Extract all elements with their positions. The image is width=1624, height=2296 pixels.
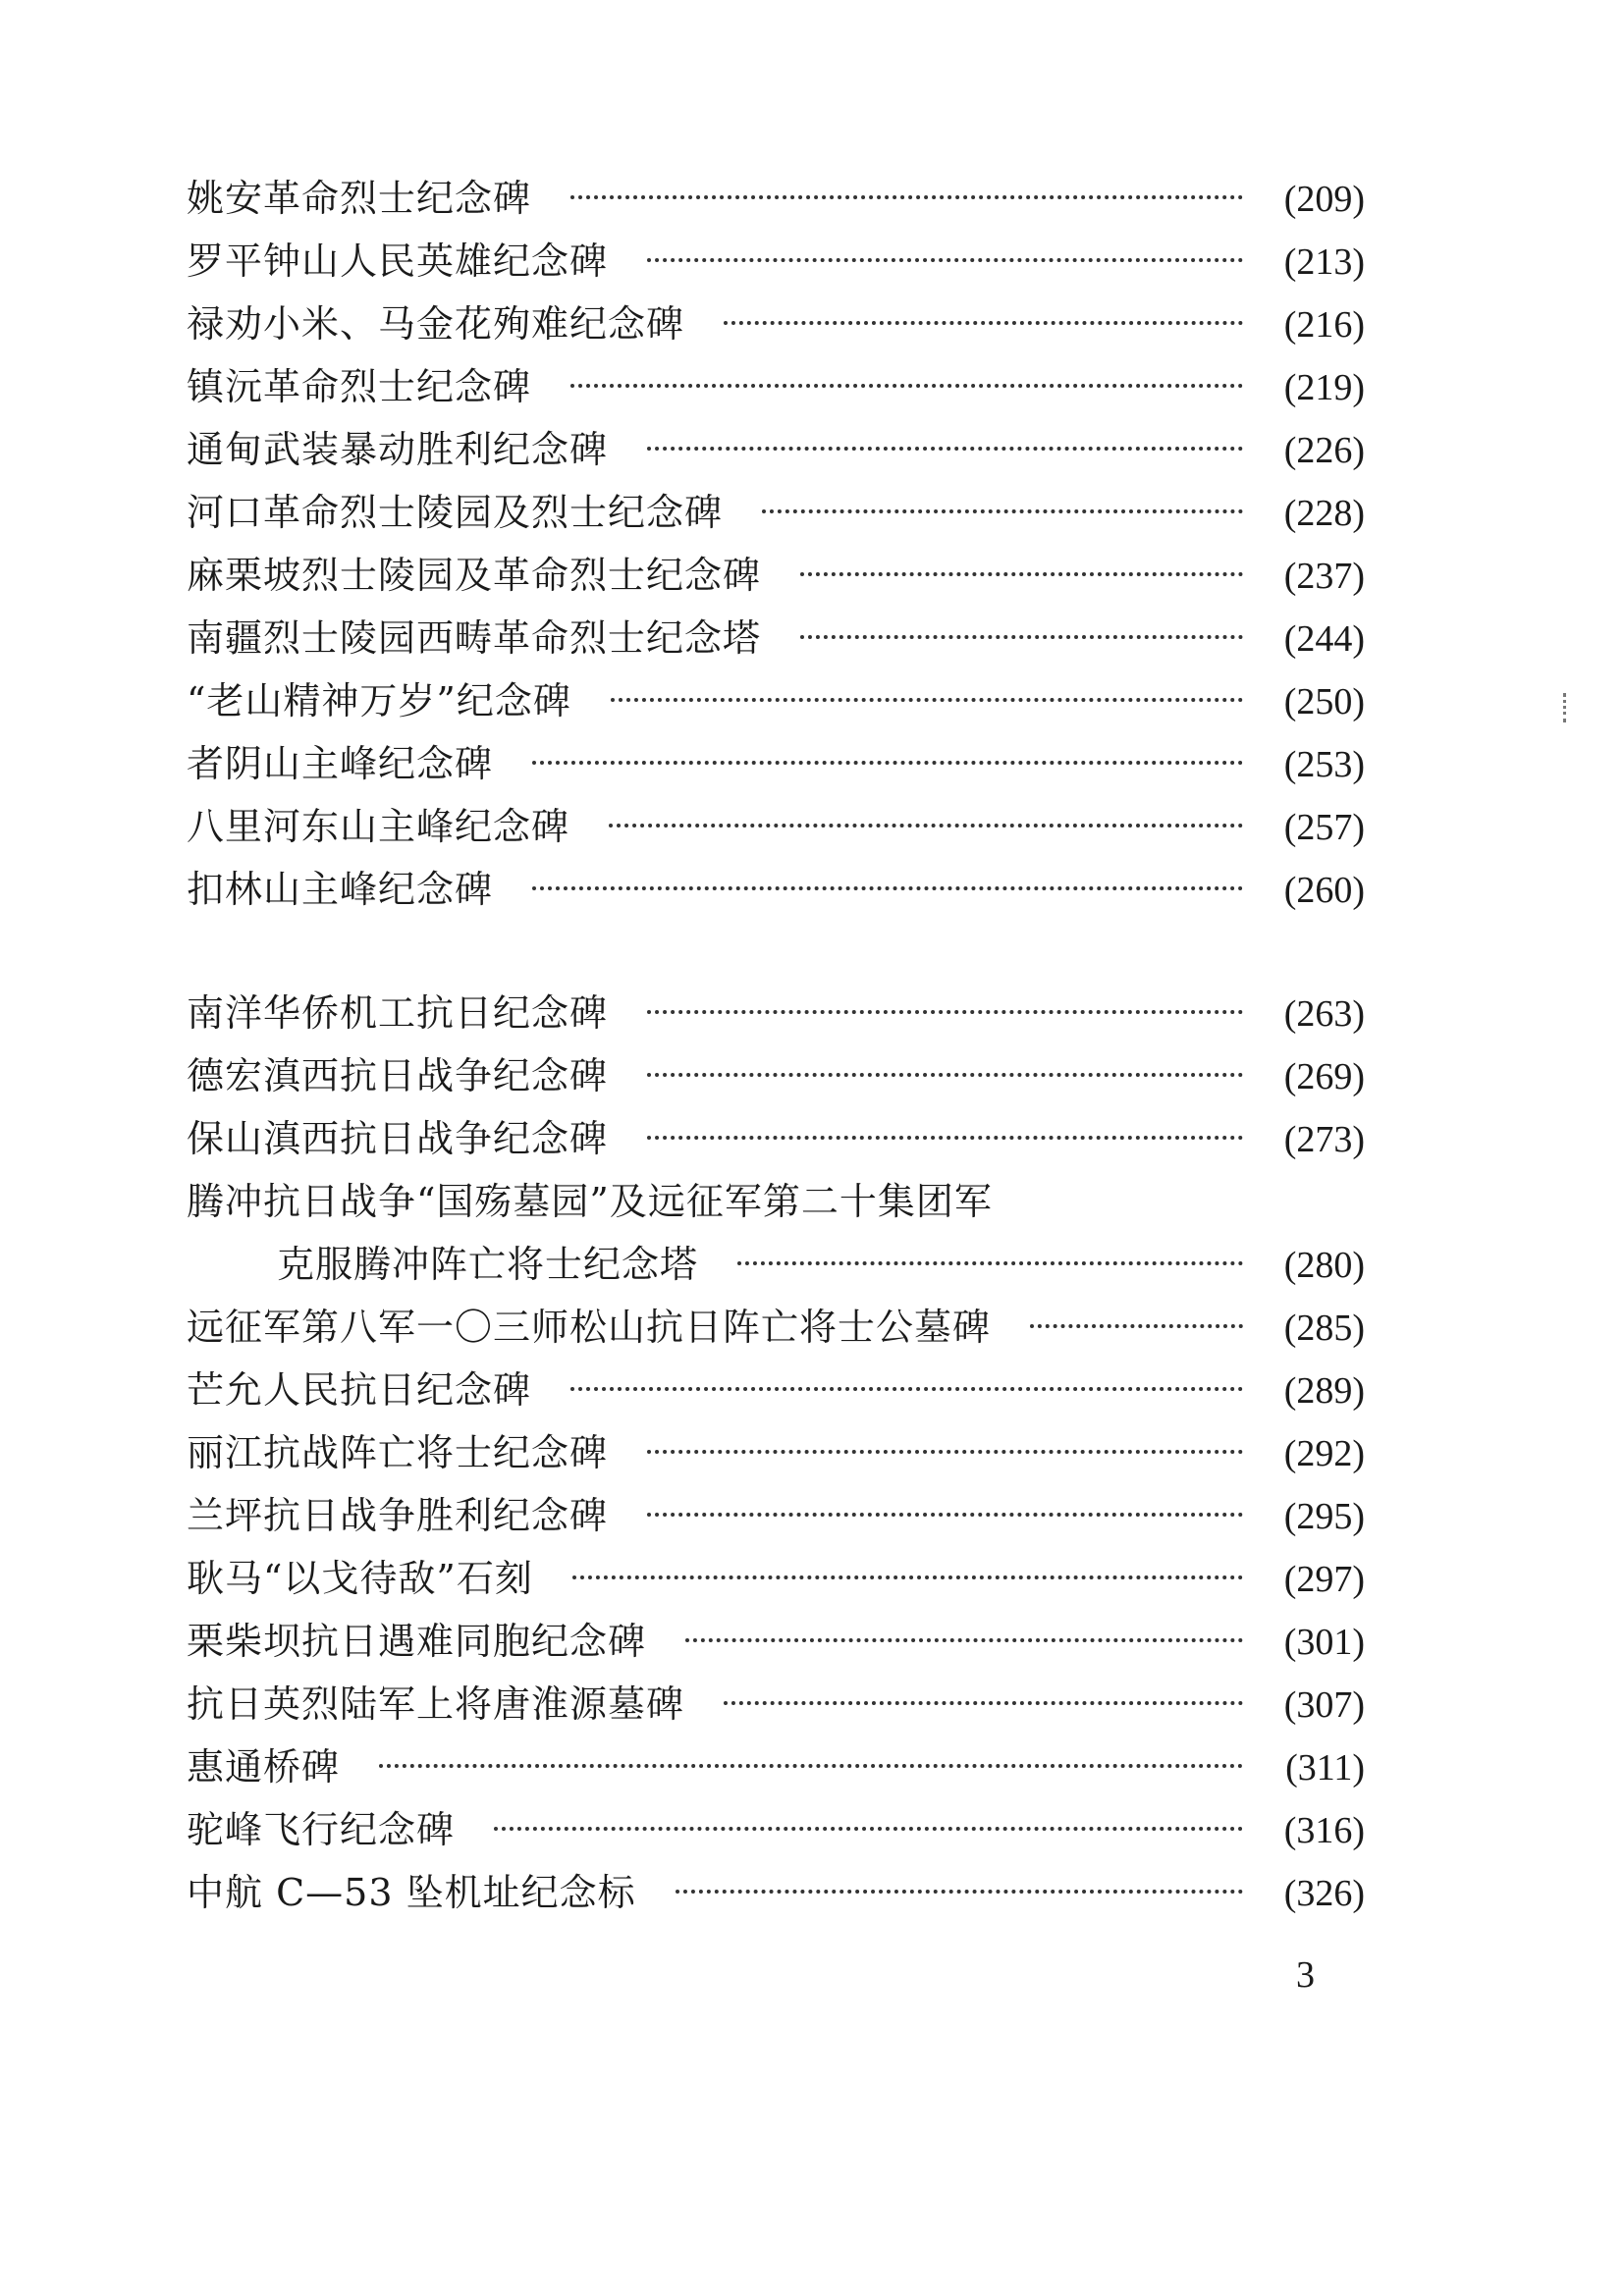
toc-entry-title: 驼峰飞行纪念碑 xyxy=(187,1808,456,1851)
toc-entry-title: 保山滇西抗日战争纪念碑 xyxy=(187,1117,609,1160)
dot-leader xyxy=(572,1575,1243,1579)
toc-entry-page: (295) xyxy=(1283,1496,1365,1537)
dot-leader xyxy=(800,572,1243,576)
margin-scan-mark xyxy=(1563,693,1570,722)
dot-leader xyxy=(647,1073,1243,1077)
toc-entry xyxy=(187,544,1365,607)
dot-leader xyxy=(532,761,1243,765)
toc-entry-title: 姚安革命烈士纪念碑 xyxy=(187,177,532,220)
toc-entry-page: (280) xyxy=(1283,1245,1365,1286)
toc-entry xyxy=(187,1484,1365,1547)
toc-entry-title: 远征军第八军一〇三师松山抗日阵亡将士公墓碑 xyxy=(187,1306,992,1349)
toc-entry-title: 南洋华侨机工抗日纪念碑 xyxy=(187,991,609,1035)
toc-entry xyxy=(187,732,1365,795)
toc-entry-title: 中航 C—53 坠机址纪念标 xyxy=(187,1871,636,1914)
dot-leader xyxy=(737,1261,1243,1265)
toc-entry-page: (228) xyxy=(1283,493,1365,534)
toc-entry xyxy=(187,1861,1365,1924)
toc-entry-title: 镇沅革命烈士纪念碑 xyxy=(187,365,532,408)
dot-leader xyxy=(647,1136,1243,1140)
toc-entry xyxy=(187,481,1365,544)
toc-entry-title: 丽江抗战阵亡将士纪念碑 xyxy=(187,1431,609,1474)
dot-leader xyxy=(647,447,1243,451)
toc-entry-title: “老山精神万岁”纪念碑 xyxy=(187,679,571,722)
toc-entry-page: (311) xyxy=(1285,1747,1365,1789)
dot-leader xyxy=(676,1890,1243,1894)
toc-entry-title: 兰坪抗日战争胜利纪念碑 xyxy=(187,1494,609,1537)
toc-entry-page: (285) xyxy=(1283,1308,1365,1349)
toc-entry xyxy=(187,293,1365,355)
toc-entry-page: (216) xyxy=(1283,304,1365,346)
dot-leader xyxy=(609,824,1243,828)
dot-leader xyxy=(494,1827,1243,1831)
dot-leader xyxy=(1030,1324,1243,1328)
toc-entry-page: (269) xyxy=(1283,1056,1365,1097)
toc-entry-page: (263) xyxy=(1283,993,1365,1035)
toc-section-a xyxy=(187,167,1365,921)
dot-leader xyxy=(685,1638,1243,1642)
toc-entry xyxy=(187,982,1365,1044)
toc-entry-page: (250) xyxy=(1283,681,1365,722)
toc-entry-title: 芒允人民抗日纪念碑 xyxy=(187,1368,532,1412)
toc-entry xyxy=(187,1421,1365,1484)
toc-entry xyxy=(187,1735,1365,1798)
toc-entry-page: (301) xyxy=(1283,1622,1365,1663)
dot-leader xyxy=(379,1764,1243,1768)
toc-entry-title: 抗日英烈陆军上将唐淮源墓碑 xyxy=(187,1682,685,1726)
toc-entry xyxy=(187,1673,1365,1735)
dot-leader xyxy=(647,1513,1243,1517)
toc-entry-page: (219) xyxy=(1283,367,1365,408)
toc-entry xyxy=(187,1170,1365,1233)
toc-entry-page: (257) xyxy=(1283,807,1365,848)
toc-entry xyxy=(187,1798,1365,1861)
toc-entry xyxy=(187,1610,1365,1673)
toc-entry-page: (326) xyxy=(1283,1873,1365,1914)
dot-leader xyxy=(800,635,1243,639)
dot-leader xyxy=(724,321,1243,325)
toc-entry-page: (316) xyxy=(1283,1810,1365,1851)
toc-entry xyxy=(187,418,1365,481)
toc-entry xyxy=(187,167,1365,230)
toc-entry-page: (226) xyxy=(1283,430,1365,471)
toc-entry-page: (273) xyxy=(1283,1119,1365,1160)
toc-entry xyxy=(187,607,1365,669)
dot-leader xyxy=(647,258,1243,262)
toc-entry-page: (297) xyxy=(1283,1559,1365,1600)
toc-entry-title: 者阴山主峰纪念碑 xyxy=(187,742,494,785)
toc-entry-title: 河口革命烈士陵园及烈士纪念碑 xyxy=(187,491,724,534)
toc-entry-page: (289) xyxy=(1283,1370,1365,1412)
toc-entry-page: (209) xyxy=(1283,179,1365,220)
toc-entry-title: 德宏滇西抗日战争纪念碑 xyxy=(187,1054,609,1097)
dot-leader xyxy=(532,886,1243,890)
toc-entry-page: (307) xyxy=(1283,1684,1365,1726)
toc-entry-title: 南疆烈士陵园西畴革命烈士纪念塔 xyxy=(187,616,762,660)
toc-section-b xyxy=(187,982,1365,1924)
dot-leader xyxy=(570,1387,1243,1391)
toc-entry xyxy=(187,1547,1365,1610)
toc-entry-page: (213) xyxy=(1283,241,1365,283)
toc-entry-title: 腾冲抗日战争“国殇墓园”及远征军第二十集团军 xyxy=(187,1180,993,1223)
toc-entry-page: (260) xyxy=(1283,870,1365,911)
toc-entry-title: 麻栗坡烈士陵园及革命烈士纪念碑 xyxy=(187,554,762,597)
toc-entry xyxy=(187,1296,1365,1359)
dot-leader xyxy=(724,1701,1243,1705)
toc-entry-title: 耿马“以戈待敌”石刻 xyxy=(187,1557,533,1600)
toc-entry-page: (237) xyxy=(1283,556,1365,597)
dot-leader xyxy=(570,384,1243,388)
dot-leader xyxy=(762,509,1243,513)
toc-entry xyxy=(187,669,1365,732)
dot-leader xyxy=(611,698,1243,702)
toc-entry-title: 惠通桥碑 xyxy=(187,1745,341,1789)
toc-entry-title: 八里河东山主峰纪念碑 xyxy=(187,805,570,848)
toc-entry-title: 罗平钟山人民英雄纪念碑 xyxy=(187,240,609,283)
page-number: 3 xyxy=(1296,1954,1315,1996)
toc-entry xyxy=(187,230,1365,293)
toc-entry xyxy=(187,858,1365,921)
toc-entry xyxy=(187,1233,1365,1296)
toc-entry xyxy=(187,355,1365,418)
toc-entry-title: 通甸武装暴动胜利纪念碑 xyxy=(187,428,609,471)
toc-entry-page: (244) xyxy=(1283,618,1365,660)
toc-entry-page: (292) xyxy=(1283,1433,1365,1474)
dot-leader xyxy=(647,1450,1243,1454)
toc-entry xyxy=(187,1107,1365,1170)
toc-entry-title: 扣林山主峰纪念碑 xyxy=(187,868,494,911)
dot-leader xyxy=(647,1010,1243,1014)
toc-entry xyxy=(187,1044,1365,1107)
toc-entry xyxy=(187,795,1365,858)
dot-leader xyxy=(570,195,1243,199)
toc-entry xyxy=(187,1359,1365,1421)
toc-entry-page: (253) xyxy=(1283,744,1365,785)
toc-entry-title: 禄劝小米、马金花殉难纪念碑 xyxy=(187,302,685,346)
toc-entry-title: 栗柴坝抗日遇难同胞纪念碑 xyxy=(187,1620,647,1663)
toc-entry-title: 克服腾冲阵亡将士纪念塔 xyxy=(277,1243,699,1286)
